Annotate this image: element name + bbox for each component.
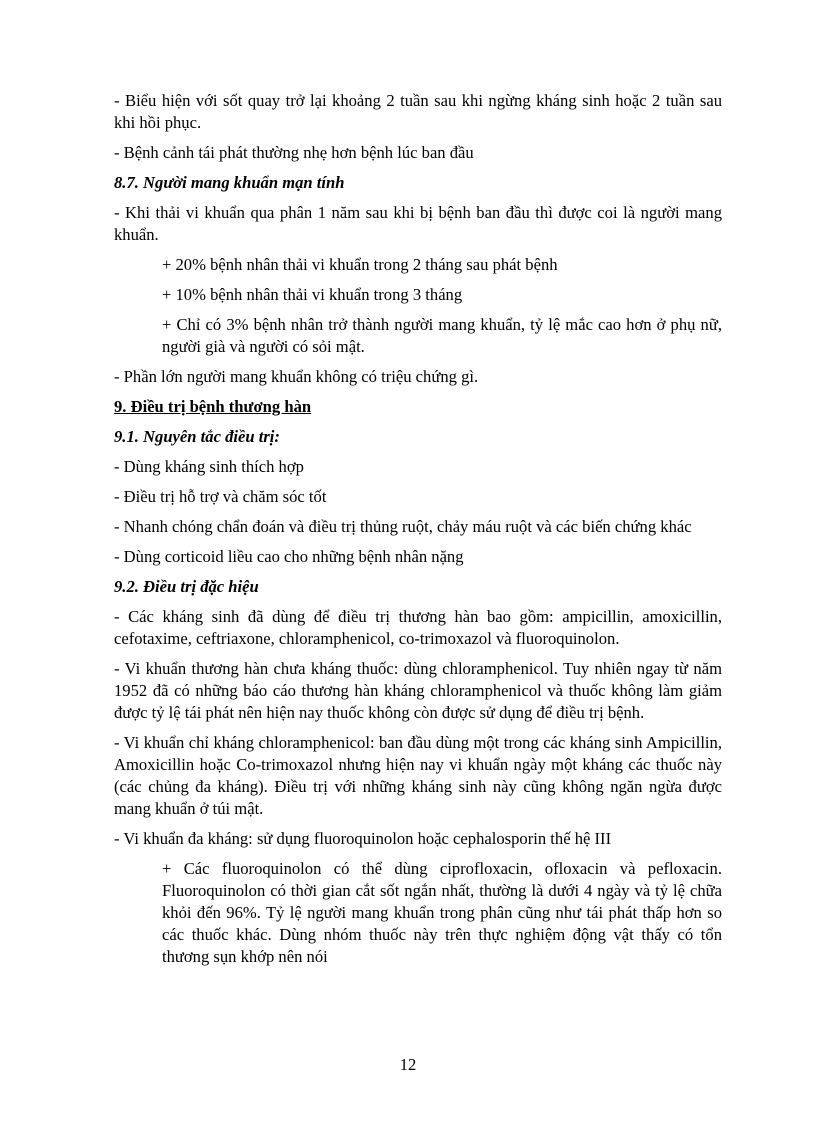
bullet-item: + Chỉ có 3% bệnh nhân trở thành người mang khuẩn, tỷ lệ mắc cao hơn ở phụ nữ, người già và người có sỏi mật. [162, 315, 722, 356]
document-page [114, 90, 722, 976]
list-item: - Vi khuẩn đa kháng: sử dụng fluoroquinolon hoặc cephalosporin thế hệ III [114, 829, 612, 848]
list-item: - Dùng corticoid liều cao cho những bệnh nhân nặng [114, 547, 464, 566]
bullet-item: + 20% bệnh nhân thải vi khuẩn trong 2 tháng sau phát bệnh [162, 255, 558, 274]
heading-chronic-carrier: 8.7. Người mang khuẩn mạn tính [114, 173, 345, 192]
paragraph-relapse-severity: - Bệnh cảnh tái phát thường nhẹ hơn bệnh lúc ban đầu [114, 143, 474, 162]
bullet-item-fluoroquinolon: + Các fluoroquinolon có thể dùng ciprofloxacin, ofloxacin và pefloxacin. Fluoroquinolon có thời gian cắt sốt ngắn nhất, thường là dưới 4 ngày và tỷ lệ chữa khỏi đến 96%. Tỷ lệ người mang khuẩn trong phân cũng như tái phát thấp hơn so các thuốc khác. Dùng nhóm thuốc này trên thực nghiệm động vật thấy có tổn thương sụn khớp nên nói [162, 859, 722, 966]
paragraph-carrier-definition: - Khi thải vi khuẩn qua phân 1 năm sau khi bị bệnh ban đầu thì được coi là người mang khuẩn. [114, 203, 722, 244]
list-item: - Dùng kháng sinh thích hợp [114, 457, 304, 476]
list-item: - Điều trị hỗ trợ và chăm sóc tốt [114, 487, 327, 506]
paragraph-relapse-symptom: - Biểu hiện với sốt quay trở lại khoảng 2 tuần sau khi ngừng kháng sinh hoặc 2 tuần sau khi hồi phục. [114, 91, 722, 132]
list-item: - Nhanh chóng chẩn đoán và điều trị thủng ruột, chảy máu ruột và các biến chứng khác [114, 517, 692, 536]
list-item: - Vi khuẩn chỉ kháng chloramphenicol: ban đầu dùng một trong các kháng sinh Ampicillin, Amoxicillin hoặc Co-trimoxazol nhưng hiện nay vi khuẩn ngày một kháng các thuốc này (các chủng đa kháng). Điều trị với những kháng sinh này cũng không ngăn ngừa được mang khuẩn ở túi mật. [114, 733, 722, 818]
list-item: - Vi khuẩn thương hàn chưa kháng thuốc: dùng chloramphenicol. Tuy nhiên ngay từ năm 1952 đã có những báo cáo thương hàn kháng chloramphenicol và thuốc không làm giảm được tỷ lệ tái phát nên hiện nay thuốc không còn được sử dụng để điều trị bệnh. [114, 659, 722, 722]
list-item: - Các kháng sinh đã dùng để điều trị thương hàn bao gồm: ampicillin, amoxicillin, cefotaxime, ceftriaxone, chloramphenicol, co-trimoxazol và fluoroquinolon. [114, 607, 722, 648]
page-number: 12 [399, 1055, 417, 1074]
heading-specific-treatment: 9.2. Điều trị đặc hiệu [114, 577, 259, 596]
heading-treatment: 9. Điều trị bệnh thương hàn [114, 397, 312, 416]
paragraph-carrier-asymptomatic: - Phần lớn người mang khuẩn không có triệu chứng gì. [114, 367, 479, 386]
bullet-item: + 10% bệnh nhân thải vi khuẩn trong 3 tháng [162, 285, 463, 304]
heading-treatment-principles: 9.1. Nguyên tắc điều trị: [114, 427, 280, 446]
